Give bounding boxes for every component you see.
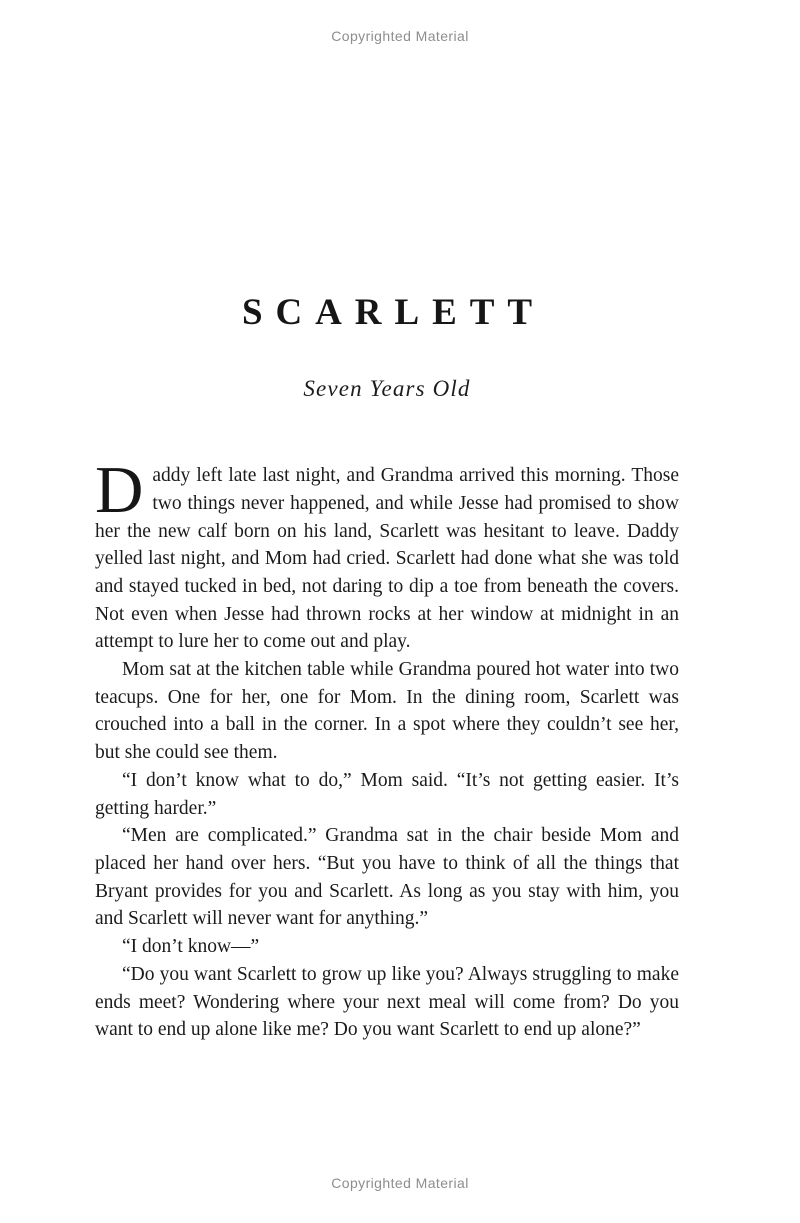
paragraph-text: addy left late last night, and Grandma arrived this morning. Those two things never happened, and while Jesse had promised to show her the new calf born on his land, Scarlett was hesitant to leave. Daddy yelled last night, and Mom had cried. Scarlett had done what she was told and stayed tucked in bed, not daring to dip a toe from beneath the covers. Not even when Jesse had thrown rocks at her window at midnight in an attempt to lure her to come out and play. bbox=[95, 465, 679, 653]
copyright-notice-header: Copyrighted Material bbox=[331, 28, 469, 44]
drop-cap: D bbox=[95, 453, 144, 528]
paragraph: “I don’t know—” bbox=[122, 936, 260, 958]
chapter-title: SCARLETT bbox=[241, 292, 545, 333]
paragraph: “Do you want Scarlett to grow up like you? Always struggling to make ends meet? Wondering where your next meal will come from? Do you want to end up alone like me? Do you want Scarlett to end up alone?” bbox=[95, 963, 679, 1041]
chapter-subtitle: Seven Years Old bbox=[303, 375, 471, 401]
page-content bbox=[95, 44, 679, 1044]
paragraph-opening bbox=[95, 453, 679, 656]
paragraph: Mom sat at the kitchen table while Grandma poured hot water into two teacups. One for her, one for Mom. In the dining room, Scarlett was crouched into a ball in the corner. In a spot where they couldn’t see her, but she could see them. bbox=[95, 659, 679, 764]
chapter-body bbox=[95, 453, 679, 1044]
copyright-notice-footer: Copyrighted Material bbox=[331, 1175, 469, 1191]
paragraph: “I don’t know what to do,” Mom said. “It’s not getting easier. It’s getting harder.” bbox=[95, 769, 679, 819]
paragraph: “Men are complicated.” Grandma sat in the chair beside Mom and placed her hand over hers. “But you have to think of all the things that Bryant provides for you and Scarlett. As long as you stay with him, you and Scarlett will never want for anything.” bbox=[95, 825, 679, 930]
